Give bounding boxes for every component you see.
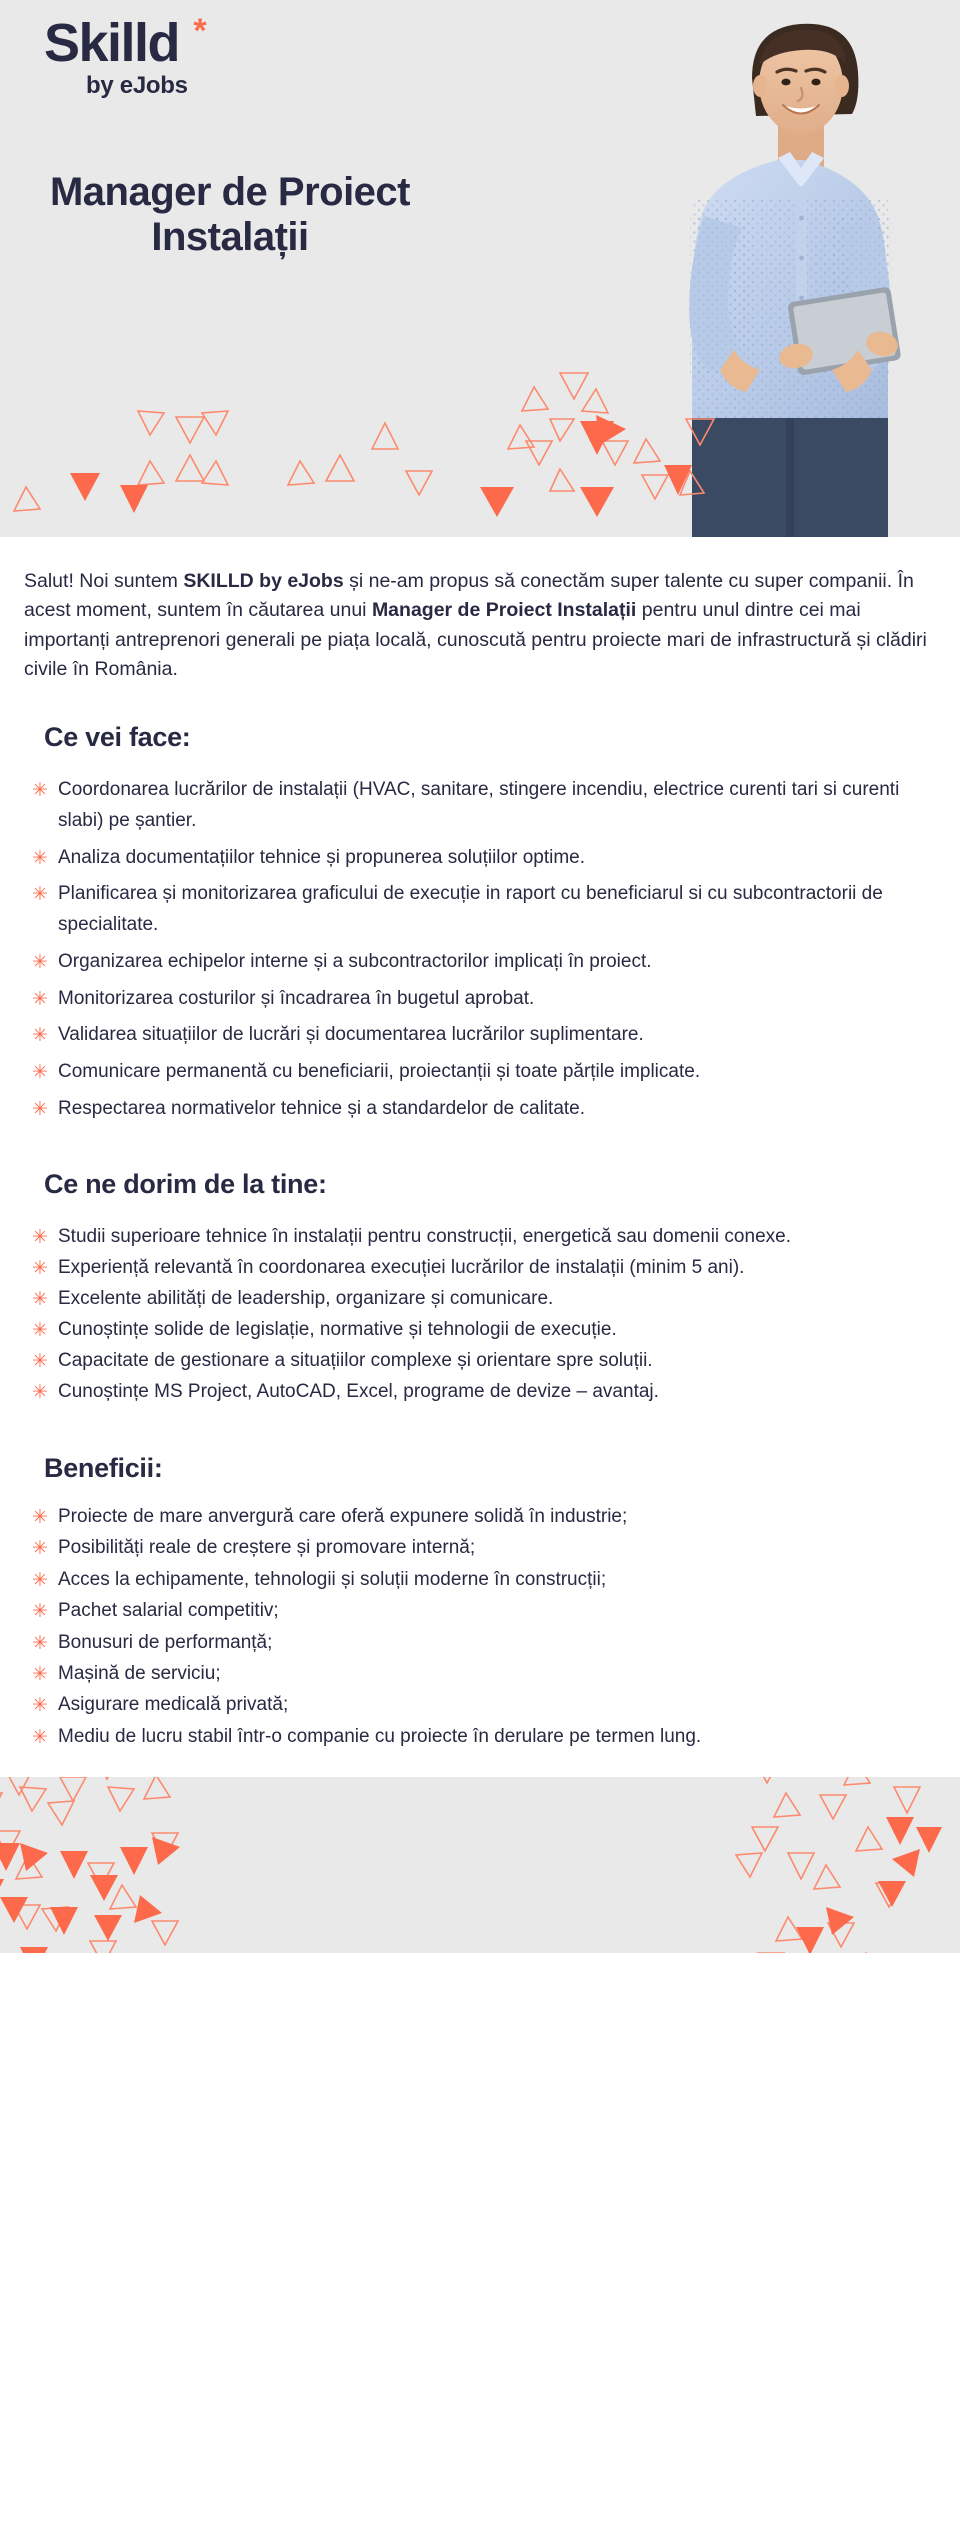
asterisk-bullet-icon: ✳: [32, 884, 48, 906]
list-item-text: Capacitate de gestionare a situațiilor complexe și orientare spre soluții.: [58, 1349, 653, 1371]
logo-wordmark-text: Skilld: [44, 13, 180, 73]
person-illustration: [660, 0, 960, 537]
list-item-text: Respectarea normativelor tehnice și a standardelor de calitate.: [58, 1097, 586, 1119]
requirements-list: [22, 1222, 938, 1407]
hero-photo: [660, 0, 960, 537]
list-item-text: Posibilități reale de creștere și promovare internă;: [58, 1537, 476, 1559]
list-item-text: Acces la echipamente, tehnologii și soluții moderne în construcții;: [58, 1568, 607, 1590]
asterisk-bullet-icon: ✳: [32, 1350, 48, 1372]
intro-text-1: Salut! Noi suntem: [24, 570, 184, 592]
logo-tagline: by eJobs: [86, 72, 188, 99]
asterisk-bullet-icon: ✳: [32, 1506, 48, 1528]
list-item-text: Studii superioare tehnice în instalații pentru construcții, energetică sau domenii conexe.: [58, 1225, 791, 1247]
list-item: [22, 1659, 938, 1688]
triangle-pattern-decoration-footer-left: [0, 1777, 290, 1953]
section-title-responsibilities: Ce vei face:: [44, 722, 191, 752]
asterisk-bullet-icon: ✳: [32, 1062, 48, 1084]
footer-banner: [0, 1777, 960, 1953]
list-item-text: Planificarea și monitorizarea graficului de execuție in raport cu beneficiarul si cu subcontractorii de specialitate.: [58, 883, 883, 936]
logo-wordmark: [44, 12, 206, 73]
benefits-list: [22, 1502, 938, 1752]
list-item: [22, 1722, 938, 1751]
list-item: [22, 1346, 938, 1376]
responsibilities-list: [22, 775, 938, 1125]
asterisk-bullet-icon: ✳: [32, 1288, 48, 1310]
list-item-text: Mașină de serviciu;: [58, 1662, 221, 1684]
asterisk-bullet-icon: ✳: [32, 1025, 48, 1047]
list-item: [22, 984, 938, 1015]
triangle-pattern-decoration-header: [0, 357, 720, 537]
list-item: [22, 1057, 938, 1088]
asterisk-bullet-icon: ✳: [32, 1695, 48, 1717]
list-item-text: Pachet salarial competitiv;: [58, 1600, 279, 1622]
header-banner: [0, 0, 960, 537]
logo-asterisk-icon: *: [193, 12, 206, 50]
list-item: [22, 879, 938, 941]
asterisk-bullet-icon: ✳: [32, 1726, 48, 1748]
asterisk-bullet-icon: ✳: [32, 780, 48, 801]
list-item-text: Cunoștințe solide de legislație, normative și tehnologii de execuție.: [58, 1318, 617, 1340]
list-item: [22, 775, 938, 837]
asterisk-bullet-icon: ✳: [32, 1098, 48, 1120]
asterisk-bullet-icon: ✳: [32, 1569, 48, 1591]
intro-text-3: pentru unul dintre cei mai importanți antreprenori generali pe piața locală, cunoscută pentru proiecte mari de infrastructură și clădiri civile în România.: [24, 599, 927, 680]
asterisk-bullet-icon: ✳: [32, 1319, 48, 1341]
asterisk-bullet-icon: ✳: [32, 1257, 48, 1279]
list-item: [22, 1315, 938, 1345]
asterisk-bullet-icon: ✳: [32, 847, 48, 869]
intro-brand-bold: SKILLD by eJobs: [183, 570, 344, 592]
list-item-text: Experiență relevantă în coordonarea execuției lucrărilor de instalații (minim 5 ani).: [58, 1256, 745, 1278]
asterisk-bullet-icon: ✳: [32, 951, 48, 973]
list-item: [22, 1565, 938, 1594]
list-item: [22, 1377, 938, 1407]
list-item: [22, 947, 938, 978]
job-description-body: [0, 537, 960, 1751]
list-item-text: Mediu de lucru stabil într-o companie cu proiecte în derulare pe termen lung.: [58, 1725, 702, 1747]
list-item: [22, 1284, 938, 1314]
asterisk-bullet-icon: ✳: [32, 1538, 48, 1560]
section-title-requirements: Ce ne dorim de la tine:: [44, 1168, 327, 1199]
list-item-text: Cunoștințe MS Project, AutoCAD, Excel, programe de devize – avantaj.: [58, 1380, 659, 1402]
list-item: [22, 843, 938, 874]
list-item-text: Comunicare permanentă cu beneficiarii, proiectanții și toate părțile implicate.: [58, 1061, 701, 1083]
asterisk-bullet-icon: ✳: [32, 1632, 48, 1654]
list-item: [22, 1222, 938, 1252]
page-title: Manager de Proiect Instalații: [49, 170, 410, 259]
list-item: [22, 1502, 938, 1531]
asterisk-bullet-icon: ✳: [32, 1226, 48, 1248]
list-item: [22, 1596, 938, 1625]
list-item: [22, 1690, 938, 1719]
section-title-benefits: Beneficii:: [44, 1452, 163, 1483]
list-item-text: Validarea situațiilor de lucrări și documentarea lucrărilor suplimentare.: [58, 1024, 644, 1046]
list-item-text: Bonusuri de performanță;: [58, 1631, 273, 1653]
list-item-text: Coordonarea lucrărilor de instalații (HVAC, sanitare, stingere incendiu, electrice curenti tari si curenti slabi) pe șantier.: [58, 779, 900, 831]
list-item: [22, 1094, 938, 1125]
list-item: [22, 1253, 938, 1283]
asterisk-bullet-icon: ✳: [32, 1601, 48, 1623]
list-item: [22, 1020, 938, 1051]
asterisk-bullet-icon: ✳: [32, 988, 48, 1010]
list-item-text: Organizarea echipelor interne și a subcontractorilor implicați în proiect.: [58, 950, 652, 972]
list-item-text: Asigurare medicală privată;: [58, 1694, 289, 1716]
intro-text-2: și ne-am propus să conectăm super talente cu super companii. În acest moment, suntem în căutarea unui: [24, 570, 914, 622]
list-item-text: Analiza documentațiilor tehnice și propunerea soluțiilor optime.: [58, 846, 586, 868]
list-item: [22, 1533, 938, 1562]
list-item-text: Excelente abilități de leadership, organizare și comunicare.: [58, 1287, 554, 1309]
brand-logo: [44, 12, 294, 100]
list-item-text: Proiecte de mare anvergură care oferă expunere solidă în industrie;: [58, 1505, 628, 1527]
asterisk-bullet-icon: ✳: [32, 1663, 48, 1685]
list-item-text: Monitorizarea costurilor și încadrarea în bugetul aprobat.: [58, 987, 535, 1009]
intro-paragraph: [22, 537, 938, 684]
asterisk-bullet-icon: ✳: [32, 1381, 48, 1403]
intro-role-bold: Manager de Proiect Instalații: [371, 599, 637, 622]
list-item: [22, 1628, 938, 1657]
triangle-pattern-decoration-footer-right: [680, 1777, 960, 1953]
